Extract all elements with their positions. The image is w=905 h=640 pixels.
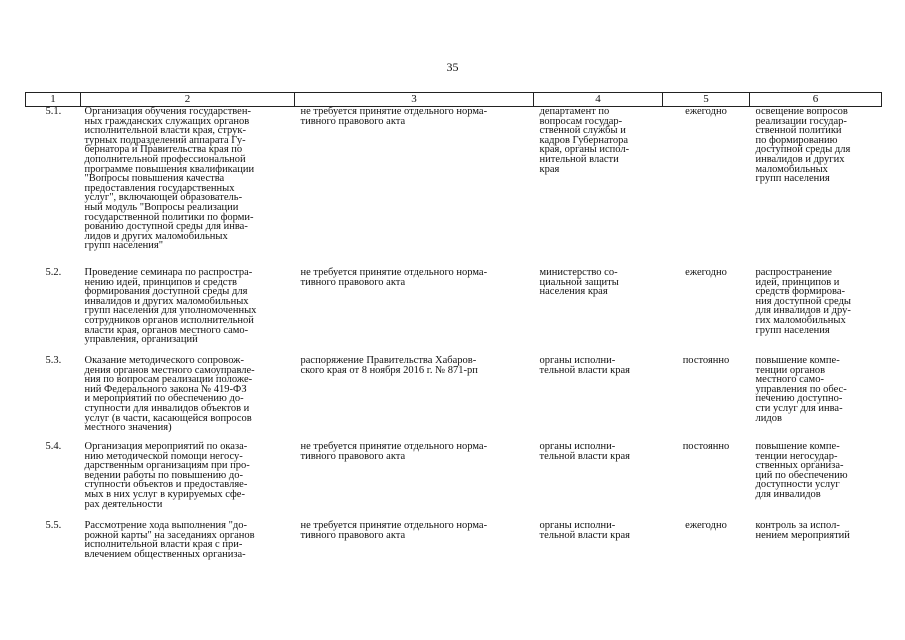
row-number: 5.5. [45, 520, 62, 531]
header-col-3: 3 [295, 93, 534, 107]
expected-result: повышение компе- тенции негосудар- ственных организа- ций по обеспечению доступности услуг для инвалидов [755, 441, 848, 500]
table-header-row [26, 93, 882, 107]
table-row [26, 268, 882, 356]
measures-table [25, 92, 882, 561]
row-number: 5.2. [45, 267, 62, 278]
table-row [26, 356, 882, 442]
deadline: постоянно [682, 355, 730, 366]
header-col-1: 1 [26, 93, 81, 107]
table-row [26, 442, 882, 521]
executor: департамент по вопросам государ- ственной службы и кадров Губернатора края, органы испол- нительной власти края [539, 106, 630, 175]
measure-text: Организация обучения государствен- ных гражданских служащих органов исполнительной власти края, струк- турных подразделений аппарата Гу- бернатора и Правительства края по дополнительной профессиональной программе повышения квалификации "Вопросы повышения качества предоставления государственных услуг", включающей образователь- ный модуль "Вопросы реализации государственной политики по форми- рованию доступной среды для инва- лидов и других маломобильных групп населения" [84, 106, 255, 252]
header-col-6: 6 [750, 93, 882, 107]
deadline: постоянно [682, 441, 730, 452]
expected-result: повышение компе- тенции органов местного само- управления по обес- печению доступно- сти услуг для инва- лидов [755, 355, 847, 424]
deadline: ежегодно [685, 267, 727, 278]
measure-text: Оказание методического сопровож- дения органов местного самоуправле- ния по вопросам реализации положе- ний Федерального закона № 419-ФЗ и мероприятий по обеспечению до- ступности для инвалидов объектов и услуг (в части, касающейся вопросов местного значения) [84, 355, 255, 434]
measure-text: Рассмотрение хода выполнения "до- рожной карты" на заседаниях органов исполнительной власти края с при- влечением общественных организа- [84, 520, 255, 560]
deadline: ежегодно [685, 520, 727, 531]
legal-basis: не требуется принятие отдельного норма- тивного правового акта [300, 441, 488, 462]
header-col-2: 2 [81, 93, 295, 107]
table-row [26, 107, 882, 269]
measure-text: Организация мероприятий по оказа- нию методической помощи негосу- дарственным организациям при про- ведении работы по повышению до- ступности объектов и предоставляе- мых в них услуг в курируемых сфе- рах деятельности [84, 441, 250, 510]
measure-text: Проведение семинара по распростра- нению идей, принципов и средств формирования доступной среды для инвалидов и других маломобильных групп населения для уполномоченных сотрудников органов исполнительной власти края, органов местного само- управления, организаций [84, 267, 257, 346]
legal-basis: не требуется принятие отдельного норма- тивного правового акта [300, 267, 488, 288]
expected-result: освещение вопросов реализации государ- ственной политики по формированию доступной среды для инвалидов и других маломобильных групп населения [755, 106, 851, 185]
deadline: ежегодно [685, 106, 727, 117]
table-row [26, 521, 882, 561]
legal-basis: распоряжение Правительства Хабаров- ского края от 8 ноября 2016 г. № 871-рп [300, 355, 478, 376]
header-col-4: 4 [534, 93, 663, 107]
executor: органы исполни- тельной власти края [539, 520, 630, 541]
executor: органы исполни- тельной власти края [539, 355, 630, 376]
executor: министерство со- циальной защиты населения края [539, 267, 619, 298]
row-number: 5.3. [45, 355, 62, 366]
row-number: 5.1. [45, 106, 62, 117]
header-col-5: 5 [663, 93, 750, 107]
expected-result: распространение идей, принципов и средств формирова- ния доступной среды для инвалидов и дру- гих маломобильных групп населения [755, 267, 851, 336]
expected-result: контроль за испол- нением мероприятий [755, 520, 850, 541]
legal-basis: не требуется принятие отдельного норма- тивного правового акта [300, 106, 488, 127]
legal-basis: не требуется принятие отдельного норма- тивного правового акта [300, 520, 488, 541]
row-number: 5.4. [45, 441, 62, 452]
executor: органы исполни- тельной власти края [539, 441, 630, 462]
page-number: 35 [446, 60, 459, 74]
